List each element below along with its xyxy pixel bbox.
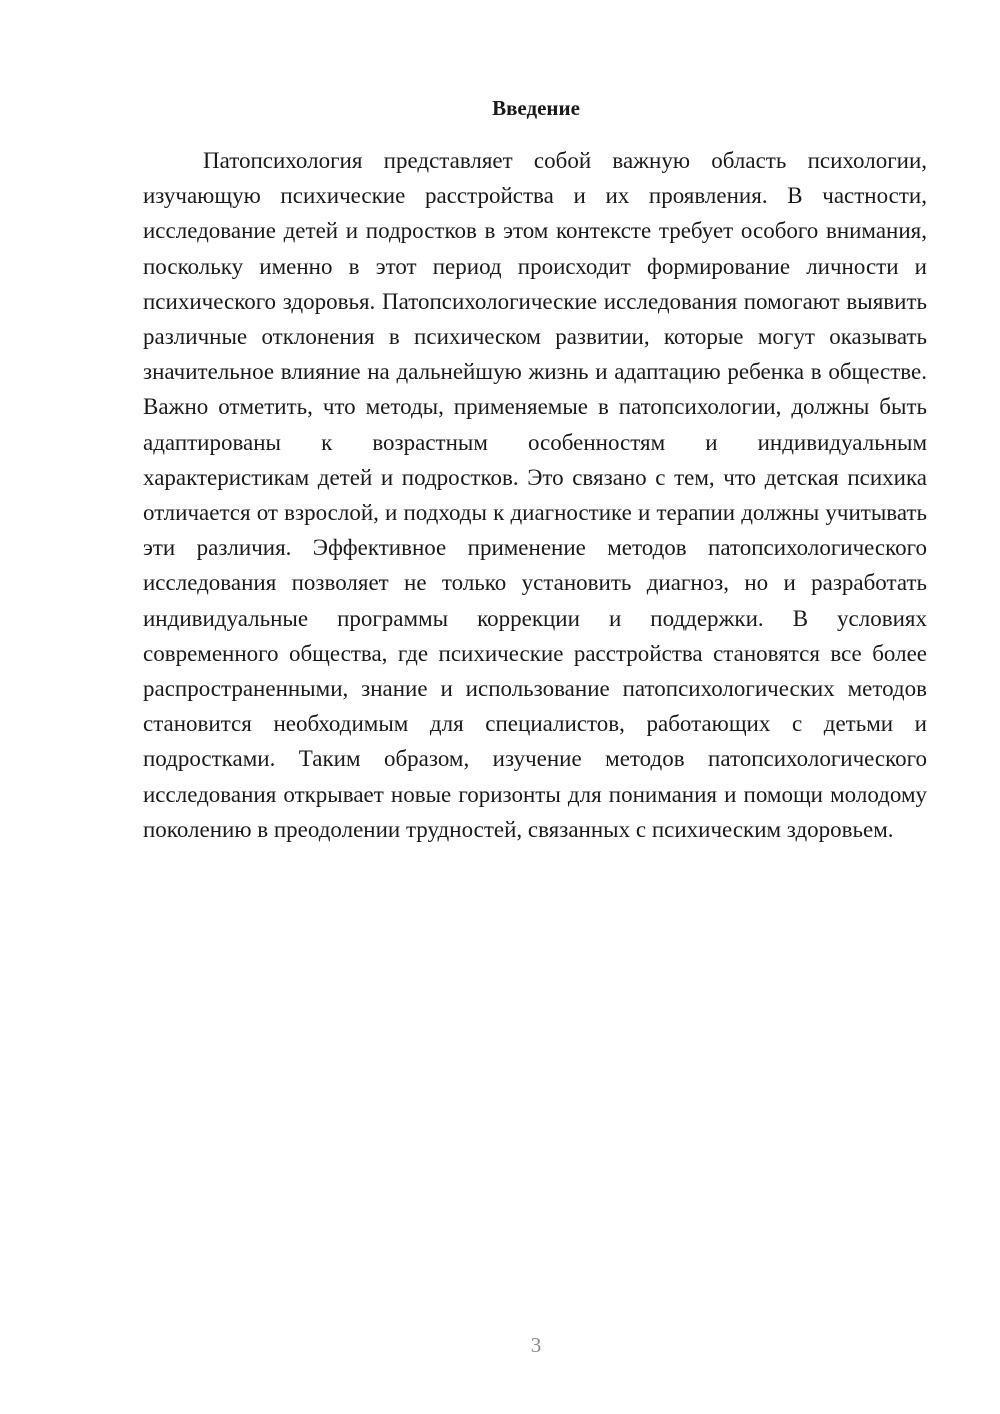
intro-paragraph: Патопсихология представляет собой важную область психологии, изучающую психические расстройства и их проявления. В частности, исследование детей и подростков в этом контексте требует особого внимания, поскольку именно в этот период происходит формирование личности и психического здоровья. Патопсихологические исследования помогают выявить различные отклонения в психическом развитии, которые могут оказывать значительное влияние на дальнейшую жизнь и адаптацию ребенка в обществе. Важно отметить, что методы, применяемые в патопсихологии, должны быть адаптированы к возрастным особенностям и индивидуальным характеристикам детей и подростков. Это связано с тем, что детская психика отличается от взрослой, и подходы к диагностике и терапии должны учитывать эти различия. Эффективное применение методов патопсихологического исследования позволяет не только установить диагноз, но и разработать индивидуальные программы коррекции и поддержки. В условиях современного общества, где психические расстройства становятся все более распространенными, знание и использование патопсихологических методов становится необходимым для специалистов, работающих с детьми и подростками. Таким образом, изучение методов патопсихологического исследования открывает новые горизонты для понимания и помощи молодому поколению в преодолении трудностей, связанных с психическим здоровьем. xyxy=(143,148,927,842)
page-number: 3 xyxy=(530,1333,542,1357)
section-heading: Введение xyxy=(492,96,580,120)
